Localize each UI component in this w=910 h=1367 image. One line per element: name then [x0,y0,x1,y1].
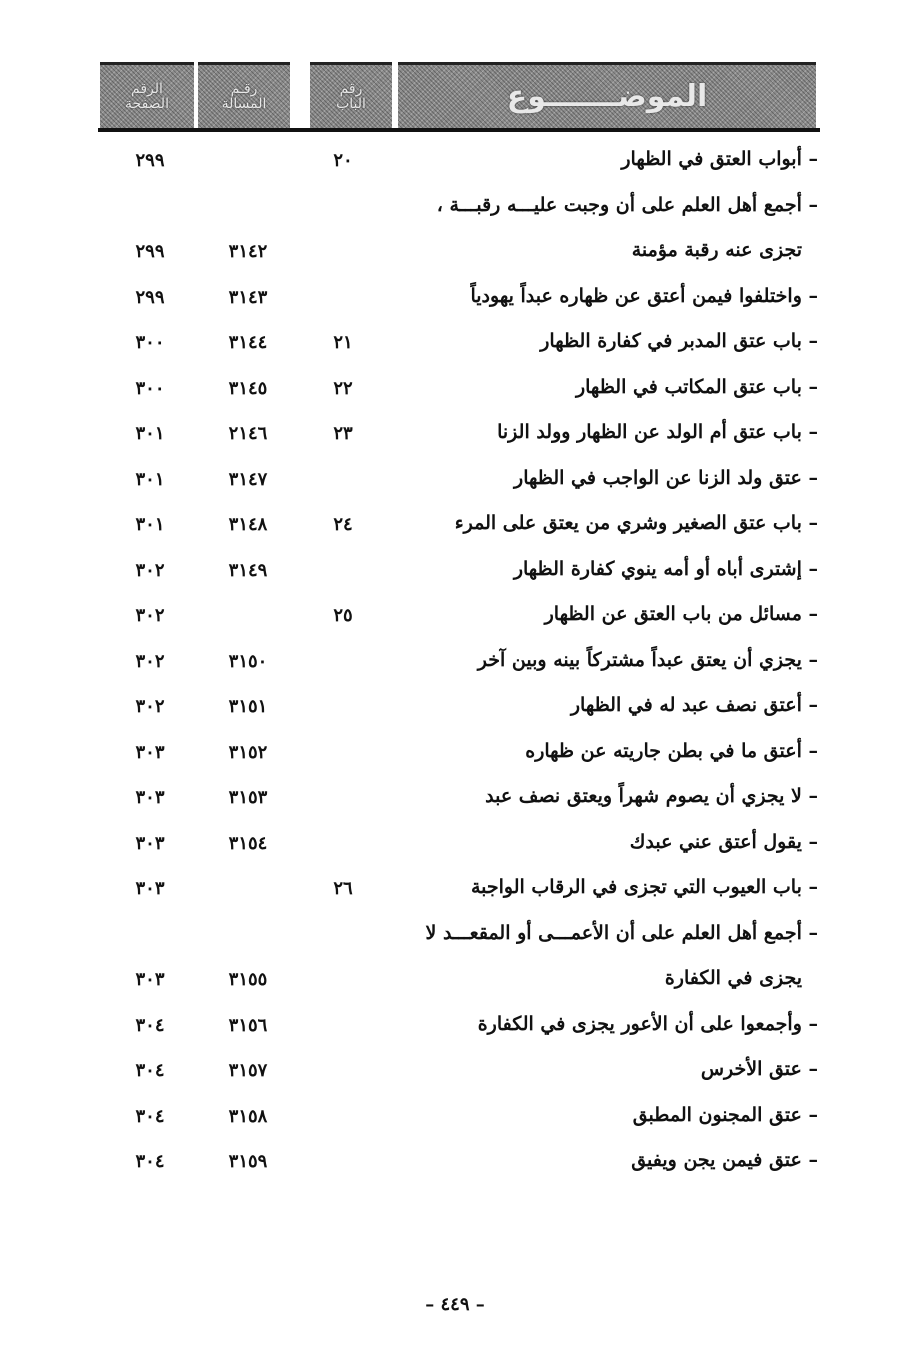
header-issue-label-line2: المسالة [221,96,267,112]
row-topic: – لا يجزي أن يصوم شهراً ويعتق نصف عبد [485,785,818,807]
row-chapter-number: ٢١ [333,332,353,353]
row-chapter-number: ٢٦ [333,878,353,899]
row-issue-number: ٣١٥٢ [228,741,268,763]
table-row [0,876,910,920]
table-row [0,330,910,374]
table-row [0,421,910,465]
header-page-cell [100,62,194,129]
row-issue-number: ٣١٥١ [228,696,268,717]
row-page-number: ٣٠٣ [135,832,165,854]
row-issue-number: ٣١٤٢ [228,241,268,262]
row-issue-number: ٣١٥٧ [228,1060,268,1081]
row-topic: – يقول أعتق عني عبدك [629,830,818,853]
row-topic: تجزى عنه رقبة مؤمنة [631,239,802,261]
row-page-number: ٣٠١ [135,468,165,490]
row-issue-number: ٣١٤٨ [228,514,268,535]
row-page-number: ٣٠١ [135,423,165,444]
row-topic: – عتق المجنون المطبق [632,1103,818,1126]
header-issue-label-line1: رقـم [230,81,258,98]
row-topic: – واختلفوا فيمن أعتق عن ظهاره عبداً يهودياً [470,284,818,307]
row-issue-number: ٣١٥٥ [228,969,268,990]
row-topic: – يجزي أن يعتق عبداً مشتركاً بينه وبين آخر [477,648,818,671]
row-page-number: ٣٠٠ [135,332,165,353]
row-page-number: ٣٠٣ [135,787,165,808]
table-row [0,1058,910,1102]
header-chapter-label-line2: الباب [336,96,366,112]
row-issue-number: ٣١٤٤ [228,332,268,353]
table-row [0,694,910,738]
row-topic: يجزى في الكفارة [664,967,802,989]
row-topic: – أجمع أهل العلم على أن وجبت عليـــه رقبـــة ، [436,193,818,216]
row-page-number: ٣٠٠ [135,377,165,399]
row-page-number: ٢٩٩ [135,150,165,171]
table-row [0,922,910,966]
row-topic: – عتق الأخرس [700,1058,818,1080]
row-page-number: ٣٠٤ [135,1060,165,1081]
row-page-number: ٢٩٩ [135,241,165,262]
row-page-number: ٣٠٤ [135,1151,165,1172]
row-chapter-number: ٢٥ [333,605,353,626]
row-topic: – أبواب العتق في الظهار [621,148,818,170]
row-page-number: ٢٩٩ [135,286,165,308]
table-row [0,740,910,784]
row-issue-number: ٣١٥٤ [228,832,268,854]
row-issue-number: ٣١٥٦ [228,1014,268,1036]
row-chapter-number: ٢٤ [333,514,353,535]
header-issue-cell [198,62,290,129]
table-row [0,603,910,647]
row-page-number: ٣٠٢ [135,559,165,581]
row-issue-number: ٢١٤٦ [228,423,268,444]
header-page-label-line2: الصفحة [125,96,169,112]
table-row [0,967,910,1011]
header-topic-cell [398,62,816,129]
table-row [0,1149,910,1193]
table-row [0,649,910,693]
row-topic: – وأجمعوا على أن الأعور يجزى في الكفارة [477,1012,818,1035]
page-number: – ٤٤٩ – [425,1294,485,1315]
row-issue-number: ٣١٤٩ [228,559,268,581]
table-row [0,558,910,602]
row-page-number: ٣٠٣ [135,969,165,990]
table-row [0,1104,910,1148]
row-page-number: ٣٠١ [135,514,165,535]
row-page-number: ٣٠٣ [135,878,165,899]
row-issue-number: ٣١٥٣ [228,787,268,808]
row-topic: – عتق فيمن يجن ويفيق [631,1149,818,1171]
header-page-label-line1: الرقم [131,81,163,98]
row-topic: – باب العيوب التي تجزى في الرقاب الواجبة [470,876,818,898]
row-topic: – مسائل من باب العتق عن الظهار [544,603,818,625]
table-row [0,512,910,556]
row-page-number: ٣٠٤ [135,1014,165,1036]
row-issue-number: ٣١٥٩ [228,1151,268,1172]
row-page-number: ٣٠٢ [135,605,165,626]
row-page-number: ٣٠٤ [135,1105,165,1127]
table-row [0,285,910,329]
row-page-number: ٣٠٢ [135,650,165,672]
header-topic-label: الموضـــــــوع [506,79,708,115]
table-row [0,239,910,283]
row-chapter-number: ٢٠ [333,150,353,171]
table-row [0,1013,910,1057]
table-row [0,194,910,238]
table-row [0,785,910,829]
table-row [0,831,910,875]
row-topic: – عتق ولد الزنا عن الواجب في الظهار [514,466,818,489]
table-row [0,467,910,511]
row-topic: – باب عتق المكاتب في الظهار [575,375,818,398]
row-issue-number: ٣١٤٥ [228,377,268,399]
row-issue-number: ٣١٥٨ [228,1105,268,1127]
row-topic: – إشترى أباه أو أمه ينوي كفارة الظهار [513,557,818,580]
row-chapter-number: ٢٢ [333,377,353,399]
row-topic: – أعتق نصف عبد له في الظهار [570,694,818,716]
row-issue-number: ٣١٤٧ [228,468,268,490]
header-chapter-cell [310,62,392,129]
row-topic: – أجمع أهل العلم على أن الأعمـــى أو المقعـــد لا [425,921,818,944]
table-row [0,148,910,192]
header-chapter-label-line1: رقم [339,81,363,98]
row-topic: – باب عتق الصغير وشري من يعتق على المرء [454,512,818,534]
header-rule [98,128,820,132]
table-header [98,62,820,132]
row-topic: – أعتق ما في بطن جاريته عن ظهاره [525,739,818,762]
row-chapter-number: ٢٣ [333,423,353,444]
row-page-number: ٣٠٢ [135,696,165,717]
row-issue-number: ٣١٤٣ [228,286,268,308]
row-page-number: ٣٠٣ [135,741,165,763]
table-row [0,376,910,420]
row-topic: – باب عتق أم الولد عن الظهار وولد الزنا [497,421,818,443]
row-issue-number: ٣١٥٠ [228,650,268,672]
row-topic: – باب عتق المدبر في كفارة الظهار [540,330,818,352]
